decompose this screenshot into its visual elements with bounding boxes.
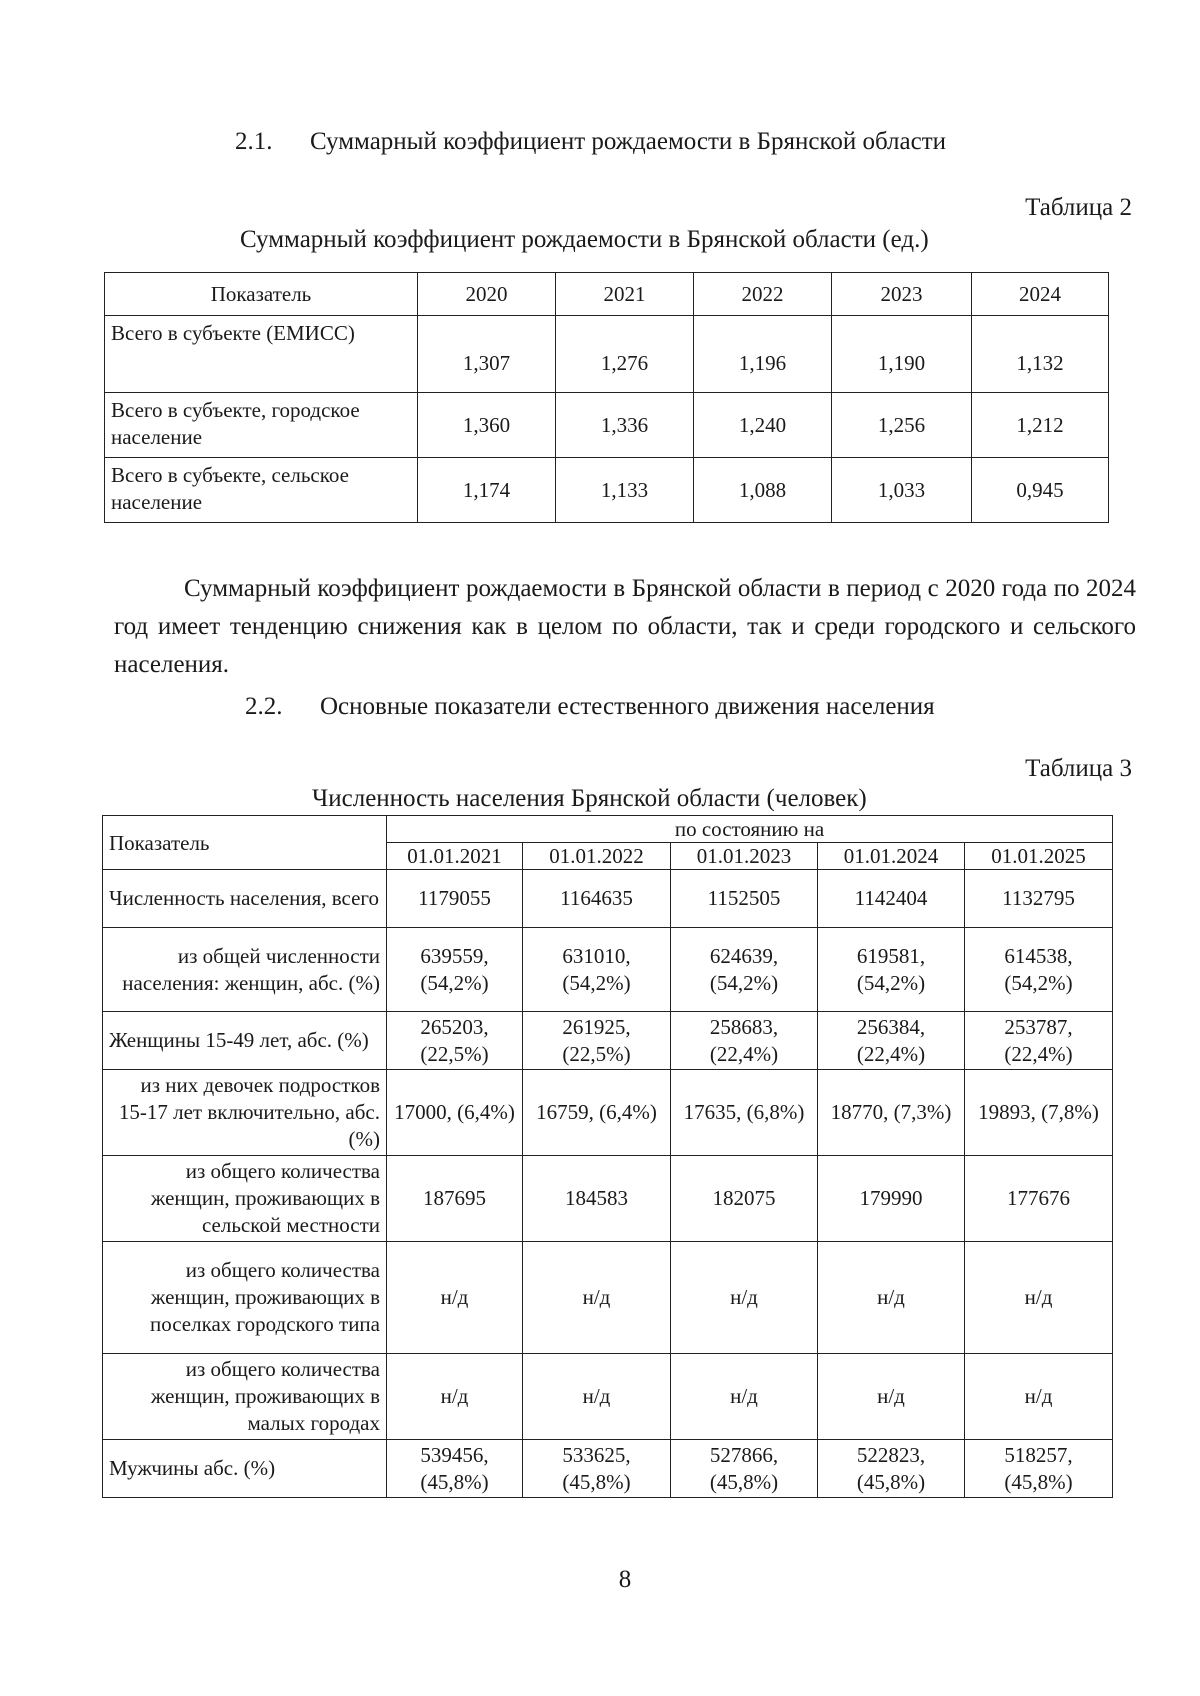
- value-cell: 16759, (6,4%): [523, 1070, 671, 1156]
- value-cell: 518257, (45,8%): [965, 1440, 1113, 1498]
- value-cell: 1,256: [832, 393, 972, 458]
- header-cell: 2021: [556, 273, 694, 316]
- date-group-header: по состоянию на: [387, 816, 1113, 843]
- value-cell: 619581, (54,2%): [818, 928, 965, 1012]
- value-cell: 527866, (45,8%): [671, 1440, 818, 1498]
- birth-rate-table: [104, 272, 1109, 523]
- table-row: [103, 1156, 1113, 1242]
- table-row: [103, 928, 1113, 1012]
- table-3-label: Таблица 3: [1025, 755, 1132, 782]
- value-cell: 1132795: [965, 870, 1113, 928]
- value-cell: 179990: [818, 1156, 965, 1242]
- table-row: [103, 1070, 1113, 1156]
- value-cell: 1152505: [671, 870, 818, 928]
- value-cell: 522823, (45,8%): [818, 1440, 965, 1498]
- value-cell: 1,336: [556, 393, 694, 458]
- value-cell: н/д: [671, 1354, 818, 1440]
- value-cell: 631010, (54,2%): [523, 928, 671, 1012]
- header-cell: 2022: [694, 273, 832, 316]
- date-header: 01.01.2023: [671, 843, 818, 870]
- section-number: 2.2.: [245, 693, 283, 720]
- value-cell: 17000, (6,4%): [387, 1070, 523, 1156]
- table-row: [105, 393, 1109, 458]
- value-cell: н/д: [523, 1242, 671, 1354]
- value-cell: 1,133: [556, 458, 694, 523]
- header-cell: 2023: [832, 273, 972, 316]
- table-row: [103, 1242, 1113, 1354]
- row-label: Всего в субъекте, сельское население: [105, 458, 418, 523]
- table-row: [105, 458, 1109, 523]
- date-header: 01.01.2021: [387, 843, 523, 870]
- value-cell: 1,360: [418, 393, 556, 458]
- page-number: 8: [618, 1566, 632, 1593]
- value-cell: 539456, (45,8%): [387, 1440, 523, 1498]
- value-cell: н/д: [965, 1242, 1113, 1354]
- table-2-label: Таблица 2: [1025, 194, 1132, 221]
- section-title: Суммарный коэффициент рождаемости в Брянской области: [310, 128, 947, 155]
- value-cell: 1142404: [818, 870, 965, 928]
- date-header: 01.01.2024: [818, 843, 965, 870]
- value-cell: 256384, (22,4%): [818, 1012, 965, 1070]
- section-2-1-heading: [235, 128, 946, 156]
- value-cell: 17635, (6,8%): [671, 1070, 818, 1156]
- row-label: Численность населения, всего: [103, 870, 387, 928]
- value-cell: 1,307: [418, 316, 556, 393]
- table-row: [103, 870, 1113, 928]
- value-cell: 1,196: [694, 316, 832, 393]
- row-label: Всего в субъекте (ЕМИСС): [105, 316, 418, 393]
- birth-rate-paragraph: Суммарный коэффициент рождаемости в Брянской области в период с 2020 года по 2024 год имеет тенденцию снижения как в целом по области, так и среди городского и сельского населения.: [114, 575, 1136, 678]
- value-cell: 1,174: [418, 458, 556, 523]
- value-cell: 18770, (7,3%): [818, 1070, 965, 1156]
- section-2-2-heading: [245, 693, 935, 721]
- value-cell: н/д: [523, 1354, 671, 1440]
- value-cell: н/д: [818, 1354, 965, 1440]
- value-cell: 1,190: [832, 316, 972, 393]
- value-cell: 1,276: [556, 316, 694, 393]
- table-header-row: [105, 273, 1109, 316]
- value-cell: 0,945: [972, 458, 1109, 523]
- date-header: 01.01.2025: [965, 843, 1113, 870]
- value-cell: н/д: [387, 1242, 523, 1354]
- row-label: из общего количества женщин, проживающих в сельской местности: [103, 1156, 387, 1242]
- value-cell: 182075: [671, 1156, 818, 1242]
- value-cell: н/д: [965, 1354, 1113, 1440]
- value-cell: 184583: [523, 1156, 671, 1242]
- table-2-caption: Суммарный коэффициент рождаемости в Брянской области (ед.): [240, 226, 929, 253]
- row-label: из общего количества женщин, проживающих в малых городах: [103, 1354, 387, 1440]
- value-cell: 265203, (22,5%): [387, 1012, 523, 1070]
- value-cell: 639559, (54,2%): [387, 928, 523, 1012]
- value-cell: 177676: [965, 1156, 1113, 1242]
- value-cell: 614538, (54,2%): [965, 928, 1113, 1012]
- header-cell: Показатель: [105, 273, 418, 316]
- value-cell: 1,240: [694, 393, 832, 458]
- value-cell: 261925, (22,5%): [523, 1012, 671, 1070]
- header-cell: 2020: [418, 273, 556, 316]
- value-cell: 19893, (7,8%): [965, 1070, 1113, 1156]
- value-cell: 1,212: [972, 393, 1109, 458]
- value-cell: 1179055: [387, 870, 523, 928]
- table-header-row: [103, 816, 1113, 843]
- row-label: из общей численности населения: женщин, абс. (%): [103, 928, 387, 1012]
- table-row: [105, 316, 1109, 393]
- value-cell: 1,132: [972, 316, 1109, 393]
- value-cell: 187695: [387, 1156, 523, 1242]
- row-label: из общего количества женщин, проживающих в поселках городского типа: [103, 1242, 387, 1354]
- value-cell: н/д: [387, 1354, 523, 1440]
- section-title: Основные показатели естественного движения населения: [320, 693, 935, 720]
- table-row: [103, 1012, 1113, 1070]
- section-number: 2.1.: [235, 128, 273, 155]
- value-cell: 533625, (45,8%): [523, 1440, 671, 1498]
- table-row: [103, 1354, 1113, 1440]
- table-3-caption: Численность населения Брянской области (человек): [312, 785, 867, 812]
- value-cell: 624639, (54,2%): [671, 928, 818, 1012]
- table-row: [103, 1440, 1113, 1498]
- row-label: Женщины 15-49 лет, абс. (%): [103, 1012, 387, 1070]
- value-cell: н/д: [671, 1242, 818, 1354]
- population-table: [102, 815, 1113, 1498]
- row-label: Всего в субъекте, городское население: [105, 393, 418, 458]
- value-cell: 1,033: [832, 458, 972, 523]
- value-cell: 1164635: [523, 870, 671, 928]
- header-cell: 2024: [972, 273, 1109, 316]
- value-cell: 1,088: [694, 458, 832, 523]
- value-cell: 258683, (22,4%): [671, 1012, 818, 1070]
- indicator-header: Показатель: [103, 816, 387, 870]
- date-header: 01.01.2022: [523, 843, 671, 870]
- value-cell: н/д: [818, 1242, 965, 1354]
- row-label: из них девочек подростков 15-17 лет включительно, абс. (%): [103, 1070, 387, 1156]
- value-cell: 253787, (22,4%): [965, 1012, 1113, 1070]
- row-label: Мужчины абс. (%): [103, 1440, 387, 1498]
